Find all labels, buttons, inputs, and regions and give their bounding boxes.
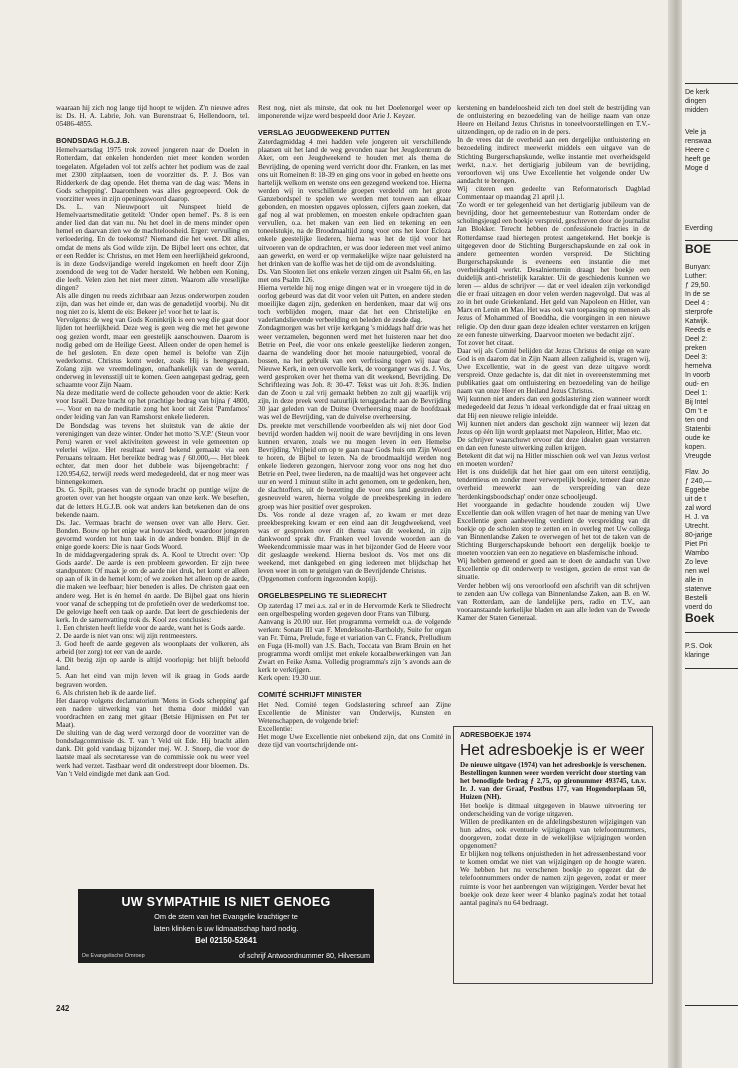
fragment: alle in [685, 577, 704, 584]
paragraph: Na deze meditatie werd de collecte gehouden voor de aktie: Kerk voor Israël. Deze bracht op het prachtige bedrag van bijna ƒ 4800,—. Voor en na de meditatie zong het koor uit Zeist 'Pamfamos' onder leiding van Jan van Ramshorst enkele liederen. [56, 389, 249, 422]
next-page-edge [682, 0, 738, 1068]
fragment: Wambo [685, 550, 709, 557]
list-item: 1. Een christen heeft liefde voor de aarde, want het is Gods aarde. [56, 623, 245, 632]
page-gutter [668, 0, 682, 1068]
paragraph: Ds. Jac. Vermaas bracht de wensen over van alle Herv. Ger. Bonden. Bouw op het enige wat houvast biedt, waardoor jongeren gevormd worden tot hun taak in de andere bonden. Blijf in de enige goede koers: Die is naar Gods Woord. [56, 518, 249, 551]
paragraph: Het moge Uwe Excellentie niet onbekend zijn, dat ons Comité in deze tijd van voortschrijdende ont- [258, 732, 451, 750]
paragraph: Het daarop volgens declamatorium 'Mens in Gods schepping' gaf een nadere uitwerking van het thema door middel van voordrachten en zang met gitaar (Betsie Hijmissen en Pet ter Maat). [56, 696, 249, 730]
fragment: zal word [685, 505, 712, 512]
fragment: Bestelli [685, 595, 708, 602]
fragment: In de se [685, 291, 710, 298]
fragment: H. J. va [685, 514, 709, 521]
box-paragraph: Het boekje is ditmaal uitgegeven in blauwe uitvoering ter onderscheiding van de vorige uitgaven. [460, 801, 646, 818]
fragment: statenve [685, 586, 712, 593]
paragraph: De sluiting van de dag werd verzorgd door de voorzitter van de bondsdagcommissie ds. T. van 't Veld uit Ede. Hij bracht allen dank. Dit gold vandaag bijzonder mej. W. J. Snoep, die voor de laatste maal als secretaresse van de commissie ook nu weer veel werk had verzet. Tastbaar werd dit onderstreept door bloemen. Ds. Van 't Veld eindigde met dank aan God. [56, 729, 249, 778]
list-item: 6. Als christen heb ik de aarde lief. [56, 688, 156, 697]
column-middle [258, 104, 451, 749]
list-item: 2. De aarde is niet van ons: wij zijn rentmeesters. [56, 632, 198, 640]
fragment: Heere c [685, 147, 710, 154]
paragraph: Ds. Van Slooten liet ons enkele verzen zingen uit Psalm 66, en las met ons Psalm 126. [258, 267, 451, 284]
fragment: ƒ 29,50. [685, 282, 711, 289]
paragraph: Ds. Vos ronde al deze vragen af, zo kwam er met deze preekbespreking kwam er een eind aan dit Jeugdweekend, veel was er gesproken over dit thema van dit weekend, in zijn dankwoord sprak dhr. Franken veel lovende woorden aan de Weekendcommissie maar was in het bijzonder God de Heere voor dit geslaagde weekend. Hierna besloot ds. Vos met ons dit weekend, met dankgebed en ging iedereen met blijdschap het leven weer in om te getuigen van de Bevrijdende Christus. [258, 510, 451, 576]
fragment: midden [685, 107, 708, 114]
paragraph: In de middagvergadering sprak ds. A. Kool te Utrecht over: 'Op Gods aarde'. De aarde is een probleem geworden. Er zijn twee standpunten: Of maak je om de aarde niet druk, het komt er alleen op aan of ik in de hemel kom; of we zoeken het alleen op de aarde, die maken we leefbaar; hier beneden is alles. De christen gaat een andere weg. Het is én hemel én aarde. De Bijbel gaat ons hierin voor vanaf de schepping tot de profetieën over de wederkomst toe. De gelovige heeft een taak op aarde. Dat leert de geschiedenis der kerk. In de samenvatting trok ds. Kool zes conclusies: [56, 551, 249, 624]
ad-footer [82, 951, 370, 960]
fragment: Om 't e [685, 408, 708, 415]
paragraph: Ds. L. van Nieuwpoort uit Nunspeet hield de Hemelvaartsmeditatie getiteld: 'Onder open hemel'. Ps. 8 is een ander lied dan dat van nu. Nu het doel in de mens minder open hemel en daarvan zien we de machteloosheid. Erger: vervuiling en verloedering. En de toekomst? Niemand die het weet. Dit alles, omdat de mens als God wilde zijn. De Bijbel leert ons echter, dat er een Redder is: Christus, en met Hem een heerlijkheid gekroond, is in deze Godsvijandige wereld ingekomen en heeft door Zijn zoendood de weg tot de Vader hersteld. We hebben een Koning, die leeft. Velen zien het niet meer zitten. Waarom alle vreselijke dingen? [56, 203, 249, 292]
column-right [457, 104, 650, 622]
box-paragraph: Willen de predikanten en de afdelingsbesturen wijzigingen van hun adres, ook eventuele wijzigingen van telefoonnummers, doorgeven, zodat deze in de wekelijkse wijzigingen worden opgenomen? [460, 817, 646, 851]
paragraph: Verder hebben wij ons veroorloofd een afschrift van dit schrijven te zenden aan Uw collega van Binnenlandse Zaken, aan B. en W. van Rotterdam, aan de landelijke pers, radio en T.V., aan vooraanstaande kerkelijke bladen en aan alle leden van de Tweede Kamer der Staten Generaal. [457, 581, 650, 622]
paragraph: Excellentie: [258, 724, 293, 733]
paragraph: Het is ons duidelijk dat het hier gaat om een uiterst eenzijdig, tendentieus en zonder meer verwerpelijk boekje, temeer daar onze overheid meewerkt aan de verspreiding van deze 'herdenkingsboodschap' onder onze schooljeugd. [457, 468, 650, 501]
ad-phone: Bel 02150-52641 [195, 936, 257, 945]
fragment: Deel 4 : [685, 300, 710, 307]
fragment: Zo leve [685, 559, 708, 566]
fragment: ƒ 240,— [685, 478, 712, 485]
paragraph: Daar wij als Comité belijden dat Jezus Christus de enige en ware God is en daarom dat in Zijn Naam alleen zaligheid is, vragen wij, Uwe Excellentie, wat in de geest van deze uitgave wordt verspreid. Onze gedachte is, dat dit niet in overeenstemming met publikaties gaat om ontluistering en bezoedeling van de heilige naam van onze Heer en Heiland Jezus Christus. [457, 346, 650, 396]
fragment: P.S. Ook [685, 643, 713, 650]
fragment: Moge d [685, 165, 709, 172]
paragraph: Op zaterdag 17 mei a.s. zal er in de Hervormde Kerk te Sliedrecht een orgelbespeling worden gegeven door Frans van Tilburg. [258, 601, 451, 618]
paragraph: Betekent dit dat wij na Hitler misschien ook wel van Jezus verlost en moeten worden? [457, 452, 650, 469]
list-item: 4. Dit bezig zijn op aarde is altijd voorlopig: het blijft beloofd land. [56, 656, 249, 673]
fragment: klaringe [685, 652, 710, 659]
fragment: Eggebe [685, 487, 710, 494]
ad-line: Om de stem van het Evangelie krachtiger te [154, 912, 298, 921]
paragraph: Tot zover het citaat. [457, 338, 514, 347]
paragraph: Hierna vertelde hij nog enige dingen wat er in vroegere tijd in de oorlog gebeurd was dat dit voor velen uit Putten, en andere steden moeilijke dagen zijn, gedenken en herdenken, maar dat wij ons toch verblijden mogen, maar dat het een Christelijke en vaderlandslievende verbeelding en beleden de zesde dag. [258, 283, 451, 325]
fragment: 80-jarige [685, 532, 713, 539]
paragraph: Kerk open: 19.30 uur. [258, 674, 321, 683]
fragment: oud- en [685, 381, 709, 388]
ad-org: De Evangelische Omroep [82, 953, 145, 959]
paragraph: De Bondsdag was tevens het sluitstuk van de aktie der verenigingen van deze winter. Onder het motto 'S.V.P.' (Steun voor Peru) waren er veel aktiviteiten geweest in vele gemeenten op velerlei wijze. Het resultaat werd bekend gemaakt via een Peruaans telraam. Het bereikte bedrag was ƒ 60.000,—. Het bleek echter, dat men door het dubbele was bijeengebracht: ƒ 120.954,62, terwijl reeds werd medegedeeld, dat er nog meer was binnengekomen. [56, 421, 249, 487]
intro-paragraph: waaraan hij zich nog lange tijd hoopt te wijden. Z'n nieuwe adres is: Ds. H. A. Labrie, Joh. van Burenstraat 6, Hellendoorn, tel. 05486-4855. [56, 104, 249, 129]
fragment: renswaa [685, 138, 712, 145]
paragraph: Het Ned. Comité tegen Godslastering schreef aan Zijne Excellentie de Minister van Onderwijs, Kunsten en Wetenschappen, de volgende brief: [258, 700, 451, 725]
paragraph: Rest nog, niet als minste, dat ook nu het Doelenorgel weer op imponerende wijze werd bespeeld door Arie J. Keyzer. [258, 104, 451, 121]
fragment: Reeds e [685, 327, 712, 334]
box-header: ADRESBOEKJE 1974 [460, 732, 531, 739]
fragment: Deel 3: [685, 354, 708, 361]
fragment: hemelva [685, 363, 712, 370]
paragraph: Wij hebben gemeend er goed aan te doen de aandacht van Uwe Excellentie op dit onderwerp te vestigen, gezien de ernst van de situatie. [457, 557, 650, 582]
divider [685, 83, 738, 84]
fragment: ten ond [685, 417, 709, 424]
box-paragraph: De nieuwe uitgave (1974) van het adresboekje is verschenen. Bestellingen kunnen weer worden verricht door storting van het benodigde bedrag ƒ 2,75, op gironummer 493745, t.n.v. Ir. J. van der Graaf, Postbus 177, van Hogendorplaan 50, Huizen (NH). [460, 761, 646, 802]
fragment: De kerk [685, 89, 710, 96]
paragraph: Wij citeren een gedeelte van Reformatorisch Dagblad Commentaar op maandag 21 april j.l. [457, 184, 650, 202]
paragraph: Hemelvaartsdag 1975 trok zoveel jongeren naar de Doelen in Rotterdam, dat enkelen honderden niet meer konden worden toegelaten. Afgeladen vol tot zelfs achter het podium was de zaal met 2300 zitplaatsen, toen de voorzitter ds. P. J. Bos van Ridderkerk de dag opende. Het thema van de dag was: 'Mens in Gods schepping'. Daaromheen was alles gegroepeerd. Ook de voorzitter wees in zijn openingswoord daarop. [56, 146, 249, 203]
fragment: Piet Pri [685, 541, 708, 548]
fragment: Deel 1: [685, 390, 708, 397]
fragment: Vreugde [685, 453, 712, 460]
fragment: Statenbi [685, 426, 711, 433]
ad-title: UW SYMPATHIE IS NIET GENOEG [121, 895, 331, 909]
paragraph: Als alle dingen nu reeds zichtbaar aan Jezus onderworpen zouden zijn, dan was het einde er, dan was de genadetijd voorbij. Nu dit nog niet zo is, klemt de eis: Bekeer je! voor het te laat is. [56, 292, 249, 317]
paragraph: Aanvang is 20.00 uur. Het programma vermeldt o.a. de volgende werken: Sonate III van F. Mendelssohn-Bartholdy, Suite for organ van Fr. Túma, Prelude, fuge et variation van C. Franck, Prelludium en Fuga (H-moll) van J.S. Bach, Toccata van Bram Bruin en het programma wordt omlijst met enkele koraalbewerkingen van Jan Zwart en Feike Asma. Volledig programma's zijn 's avonds aan de kerk te verkrijgen. [258, 617, 451, 675]
list-item: 3. God heeft de aarde gegeven als woonplaats der volkeren, als arbeid (ter zorg) tot eer van de aarde. [56, 640, 249, 657]
fragment: Bij Intel [685, 399, 708, 406]
divider [685, 240, 738, 241]
fragment: sterprofe [685, 309, 713, 316]
column-left [56, 104, 249, 778]
fragment: Vele ja [685, 129, 707, 136]
fragment: Bunyan: [685, 264, 711, 271]
fragment: Luther: [685, 273, 707, 280]
list-item: 5. Aan het eind van mijn leven wil ik graag in Gods aarde begraven worden. [56, 672, 249, 689]
paragraph: Wij kunnen niet anders dan een godslastering zien wanneer wordt medegedeeld dat Jezus 'n ideaal verkondigde dat er fraai uitzag en dat Hij een nieuwe religie inleidde. [457, 395, 650, 420]
page-number: 242 [56, 1004, 70, 1013]
heading-jeugdweekend: VERSLAG JEUGDWEEKEND PUTTEN [258, 128, 390, 138]
fragment: Utrecht. [685, 523, 710, 530]
paragraph: Wij kunnen niet anders dan geschokt zijn wanneer wij lezen dat Jezus op één lijn wordt geplaatst met Napoleon, Hitler, Mao etc. [457, 419, 650, 436]
paragraph: Ds. G. Spilt, praeses van de synode bracht op puntige wijze de groeten over van het hoogste orgaan van onze kerk. We beseften, dat de letters H.G.J.B. ook wat anders kan betekenen dan de ons bekende naam. [56, 486, 249, 519]
divider [685, 1005, 738, 1006]
quote-paragraph: 'Zo wordt er ter gelegenheid van het dertigjarig jubileum van de bevrijding, door het gemeentebestuur van Rotterdam onder de scholingsjeugd een boekje verspreid, geschreven door de journalist Jan Blokker. Terecht hebben de confessionele fracties in de Rotterdamse raad hiertegen protest aangetekend. Het boekje is uitgegeven door de Stichting Burgerschapskunde en zal ook in andere gemeenten worden verspreid. De Stichting Burgerschapskunde is eveneens een instantie die met overheidsgeld werkt. Desalniettemin draagt het boekje een duidelijk anti-christelijk karakter. Uit de geschiedenis kunnen we leren — aldus de schrijver — dat er veel idealen zijn verkondigd die er fraai uitzagen en door velen werden nagevolgd. Dat was al zo in het oude Griekenland. Het geld van Napoleon en Hitler, van Marx en Lenin en Mao. Het was ook van toepassing op mensen als Jezus of Mohammed of Boeddha, die voorgingen in een nieuwe religie. Op den duur gaan deze idealen echter verstarren en krijgen ze een funeste uitwerking. Daarvoor moeten we bedacht zijn'. [457, 201, 650, 339]
fragment: preken [685, 345, 707, 352]
heading-comite: COMITÉ SCHRIJFT MINISTER [258, 690, 362, 700]
fragment: nen wel [685, 568, 710, 575]
divider [685, 668, 738, 669]
fragment: voerd do [685, 604, 713, 611]
paragraph: Vervolgens: de weg van Gods Koninkrijk is een weg die gaat door lijden tot heerlijkheid. Deze weg is geen weg die met het gewone oog gezien wordt, maar een geestelijk aanschouwen. Daarom is nodig gebed om de Heilige Geest. Alleen onder de open hemel is de hel gesloten. En deze open hemel is belofte van Zijn wederkomst. Christus komt weder, zoals Hij is heengegaan. Zolang zijn we vreemdelingen, onafhankelijk van de wereld, onderweg in levensstijl uit te komen. Geen aangepast gedrag, geen schaamte voor Zijn Naam. [56, 316, 249, 390]
ad-address: of schrijf Antwoordnummer 80, Hilversum [238, 951, 370, 960]
fragment: Deel 2: [685, 336, 708, 343]
fragment: Everding [685, 225, 713, 232]
fragment: Flav. Jo [685, 469, 709, 476]
paragraph: Het voorgaande in gedachte houdende zouden wij Uwe Excellentie dan ook willen vragen of het naar de mening van Uwe Excellentie geen aanbeveling verdient de verspreiding van dit boekje op de scholen stop te zetten en in overleg met Uw collega van Binnenlandse Zaken te overwegen of het tot de taken van de Stichting Burgerschapskunde behoort een dergelijk boekje te moeten voorzien van een zo negatieve en blasfemische inhoud. [457, 500, 650, 558]
fragment: uit de t [685, 496, 707, 503]
paragraph: In de vrees dat de overheid aan een dergelijke ontluistering en bezoedeling indirect meewerkt middels een uitgave van de Stichting Burgerschapskunde, welke instantie met overheidsgeld werkt, n.a.v. het dertigjarig jubileum van de bevrijding, veroorloven wij ons Uwe Excellentie het volgende onder Uw aandacht te brengen. [457, 136, 650, 185]
fragment: kopen. [685, 444, 707, 451]
box-title: Het adresboekje is er weer [460, 742, 645, 760]
sympathy-advertisement [78, 889, 374, 963]
heading-orgelbespeling: ORGELBESPELING TE SLIEDRECHT [258, 591, 387, 601]
paragraph: kerstening en bandeloosheid zich ten doel stelt de bestrijding van de ontluistering en bezoedeling van de heilige naam van onze Heere en Heiland Jezus Christus in toneelvoorstellingen en T.V.-uitzendingen, op de radio en in de pers. [457, 104, 650, 137]
fragment: In voorb [685, 372, 711, 379]
fragment: Katwijk. [685, 318, 710, 325]
box-paragraph: Er blijken nog telkens onjuistheden in het adressenbestand voor te komen omdat we niet van wijzigingen op de hoogte waren. We hebben het nu verschenen boekje zo opgezet dat de telefoonnummers onder de namen zijn gegeven, zodat er meer ruimte is voor het aanbrengen van wijzigingen. Verder bevat het boekje ook deze keer weer 4 blanko pagina's zodat het totaal aantal pagina's nu 64 bedraagt. [460, 850, 646, 907]
paragraph: Ds. preekte met verschillende voorbeelden als wij niet door God bevrijd worden hadden wij nooit de ware bevrijding in ons leven kunnen ervaren, zoals we nu mogen leven in een Hemelse Bevrijding. Vrijheid om op te gaan naar Gods huis om Zijn Woord te horen, de Bijbel te lezen. Na de broodmaaltijd werden nog enkele liederen gezongen, hiervoor zong voor ons nog het duo Betrie en Peel, twee liederen, na de maaltijd was het ongeveer acht uur en werd 1 minuut stilte in acht genomen, om te gedenken, hen, de slachtoffers, uit de bezetting die voor ons land gestreden en gesneuveld waren, hierna volgde de preekbespreking in iedere groep was hier positief over gesproken. [258, 421, 451, 511]
fragment-heading: BOE [685, 242, 712, 256]
paragraph: De schrijver waarschuwt ervoor dat deze idealen gaan verstarren en dan een funeste uitwerking zullen krijgen. [457, 435, 650, 452]
paragraph: (Opgenomen conform ingezonden kopij). [258, 575, 378, 584]
paragraph: Zaterdagmiddag 4 mei hadden vele jongeren uit verschillende plaatsen uit het land de weg gevonden naar het Jeugdcentrum de Aker, om een Jeugdweekend te houden met als thema de Bevrijding, de opening werd verricht door dhr. Franken, en las met ons uit Romeinen 8: 18-39 en ging ons voor in gebed en heette ons hartelijk welkom en wenste ons een gezegend weekend toe. Hierna werden wij in verschillende groepen verdeeld om het grote Ganzebordspel te spelen we werden met touwen aan elkaar gebonden, en moesten opgaves oplossen, cijfers gaan zoeken, dat gaf nog al wat problemen, en moesten enkele opdrachten gaan vervullen, o.a. het maken van een lied en tekening en een toneelstukje, na de Broodmaaltijd zong voor ons het koor Ecloza enkele geestelijke liederen, hierna was het de tijd voor het uitvoeren van de opdrachten, er was door iedereen met veel animo aan gewerkt, en werd er op vermakelijke wijze naar geluisterd na het drinken van de koffie was het de tijd om de avondsluiting. [258, 138, 451, 268]
ad-line: laten klinken is uw lidmaatschap hard nodig. [153, 924, 299, 933]
address-book-box [453, 726, 653, 984]
fragment: heeft ge [685, 156, 711, 163]
fragment: oude ke [685, 435, 710, 442]
divider [685, 632, 738, 633]
fragment: dingen [685, 98, 707, 105]
paragraph: Zondagmorgen was het vrije kerkgang 's middags half drie was het weer verzamelen, begonnen werd met het luisteren naar het doo Betrie en Peel, die voor ons enkele geestelijke liederen zongen, daarna de wandeling door het mooie natuurgebied, vooral de bossen, na het gebruik van een verfrissing togen wij naar de Nieuwe Kerk, in een overvolle kerk, de voorganger was ds. J. Vos, werd gesproken over het thema van dit weekend, Bevrijding. De Schriftlezing was Joh. 8: 30-47. Tekst was uit Joh. 8:36. Indien dan de Zoon u zal vrij gemaakt hebben zo zult gij waarlijk vrij zijn, in deze preek werd natuurlijk teruggedacht aan de Bevrijding 30 jaar geleden van de Duitse Overheersing maar de hoofdzaak was wel de Bevrijding, van de duivelse overheersing. [258, 324, 451, 422]
heading-bondsdag: BONDSDAG H.G.J.B. [56, 136, 130, 146]
fragment-heading: Boek [685, 611, 715, 625]
